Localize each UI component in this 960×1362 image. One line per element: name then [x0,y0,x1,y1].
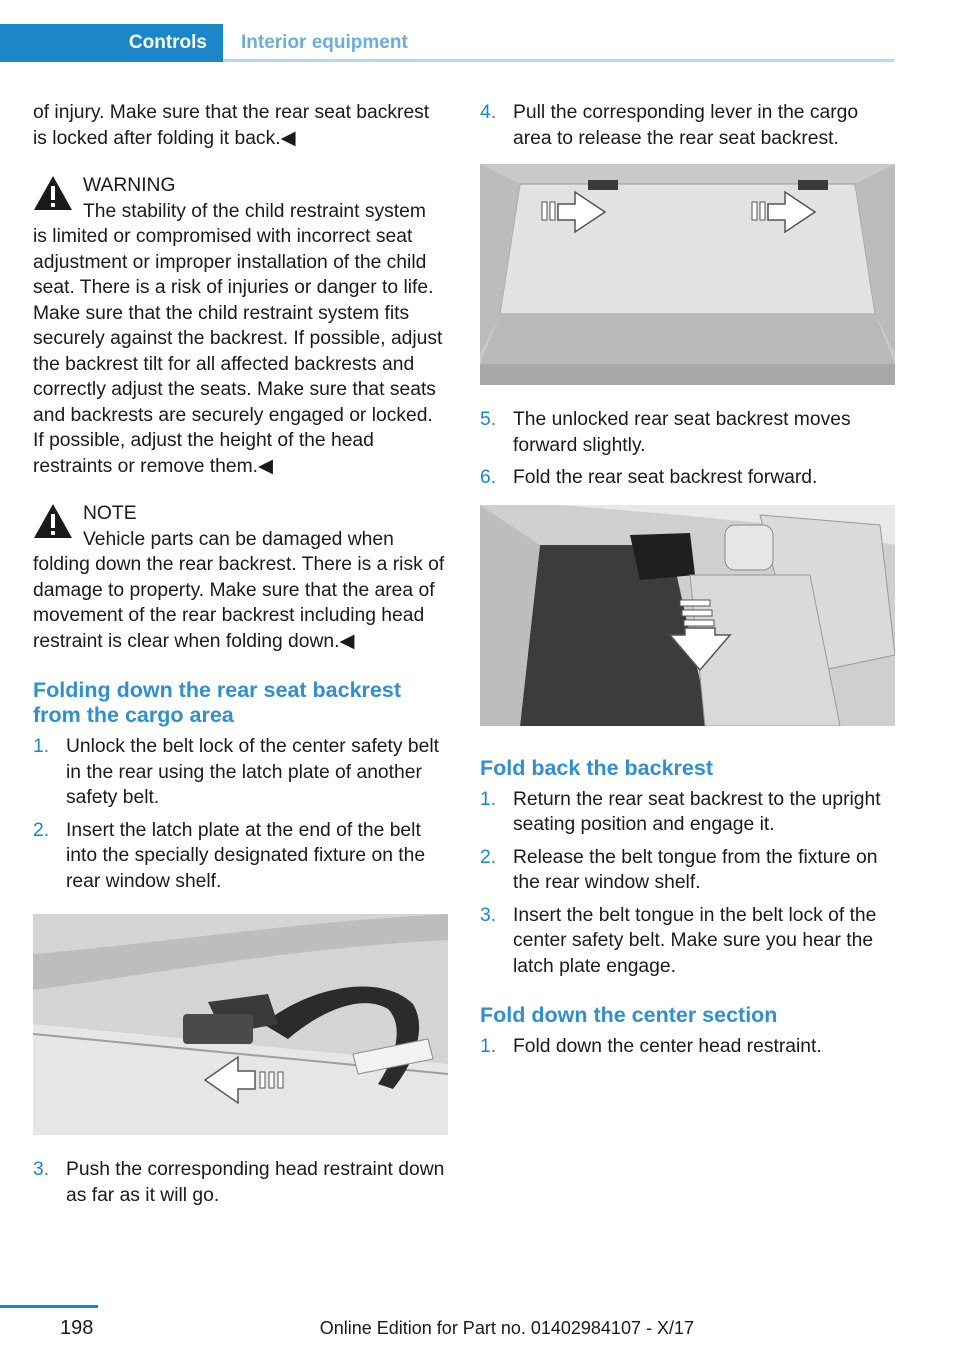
right-column [480,100,895,1072]
fold-back-steps-list [480,787,895,980]
list-item [480,787,895,838]
center-section-steps-list [480,1034,895,1060]
warning-label: WARNING [83,175,176,196]
list-item [480,407,895,458]
step-text: Fold the rear seat backrest forward. [513,467,818,488]
warning-icon [33,175,73,211]
step-text: Release the belt tongue from the fixture on the rear window shelf. [513,846,878,893]
note-block [33,501,448,654]
intro-paragraph: of injury. Make sure that the rear seat backrest is locked after folding it back.◀ [33,102,430,149]
section-heading-center-section: Fold down the center section [480,1003,778,1027]
tab-controls[interactable]: Controls [0,24,223,62]
list-item [480,1034,895,1060]
step-text: Insert the belt tongue in the belt lock of the center safety belt. Make sure you hear the latch plate engage. [513,904,877,977]
step-number: 2. [480,846,497,868]
footer-accent-line [0,1305,98,1308]
step-number: 2. [33,819,50,841]
release-steps-list [480,100,895,151]
step-text: Fold down the center head restraint. [513,1036,822,1057]
edition-info: Online Edition for Part no. 01402984107 - X/17 [319,1318,694,1338]
header-divider [223,59,894,62]
step-number: 1. [480,1036,497,1057]
folding-steps-list-continued [33,1157,448,1208]
step-number: 1. [480,788,497,810]
warning-block [33,173,448,479]
list-item [480,903,895,980]
step-number: 5. [480,409,497,430]
warning-text: is limited or compromised with incorrect seat adjustment or improper installation of the child seat. There is a risk of injuries or danger to life. Make sure that the child restraint system fits securely against the backrest. If possible, adjust the backrest tilt for all affected backrests and correctly adjust the seats. Make sure that seats and backrests are securely engaged or locked. If possible, adjust the height of the head restraints or remove them.◀ [33,226,443,477]
left-column [33,100,448,1220]
step-text: Return the rear seat backrest to the upright seating position and engage it. [513,788,881,835]
page-number: 198 [60,1317,94,1339]
section-heading-fold-back: Fold back the backrest [480,755,713,780]
note-icon [33,503,73,539]
step-text: Push the corresponding head restraint down as far as it will go. [66,1159,445,1206]
list-item [33,734,448,811]
note-first-line: Vehicle parts can be damaged when [83,528,394,550]
note-label: NOTE [83,503,137,524]
step-text: Pull the corresponding lever in the cargo area to release the rear seat backrest. [513,102,859,149]
step-text: Insert the latch plate at the end of the belt into the specially designated fixture on the rear window shelf. [66,819,426,892]
step-number: 1. [33,736,50,757]
step-number: 6. [480,467,497,488]
step-number: 4. [480,102,497,123]
seatbelt-latch-illustration [33,914,448,1135]
header-tabs [0,0,894,62]
warning-first-line: The stability of the child restraint system [83,200,426,222]
tab-interior-equipment[interactable]: Interior equipment [241,32,408,53]
step-number: 3. [33,1159,50,1180]
note-text: folding down the rear backrest. There is a risk of damage to property. Make sure that the area of movement of the rear backrest including head restraint is clear when folding down.◀ [33,554,445,652]
cargo-area-illustration [480,164,895,385]
step-text: The unlocked rear seat backrest moves forward slightly. [513,409,851,456]
list-item [480,465,895,491]
list-item [480,100,895,151]
folding-steps-list [33,734,448,894]
section-heading-folding-down: Folding down the rear seat backrest from the cargo area [33,678,401,727]
list-item [33,1157,448,1208]
forward-steps-list [480,407,895,491]
step-number: 3. [480,904,497,926]
step-text: Unlock the belt lock of the center safety belt in the rear using the latch plate of another safety belt. [66,736,439,808]
list-item [480,845,895,896]
list-item [33,818,448,895]
rear-seat-illustration [480,505,895,726]
